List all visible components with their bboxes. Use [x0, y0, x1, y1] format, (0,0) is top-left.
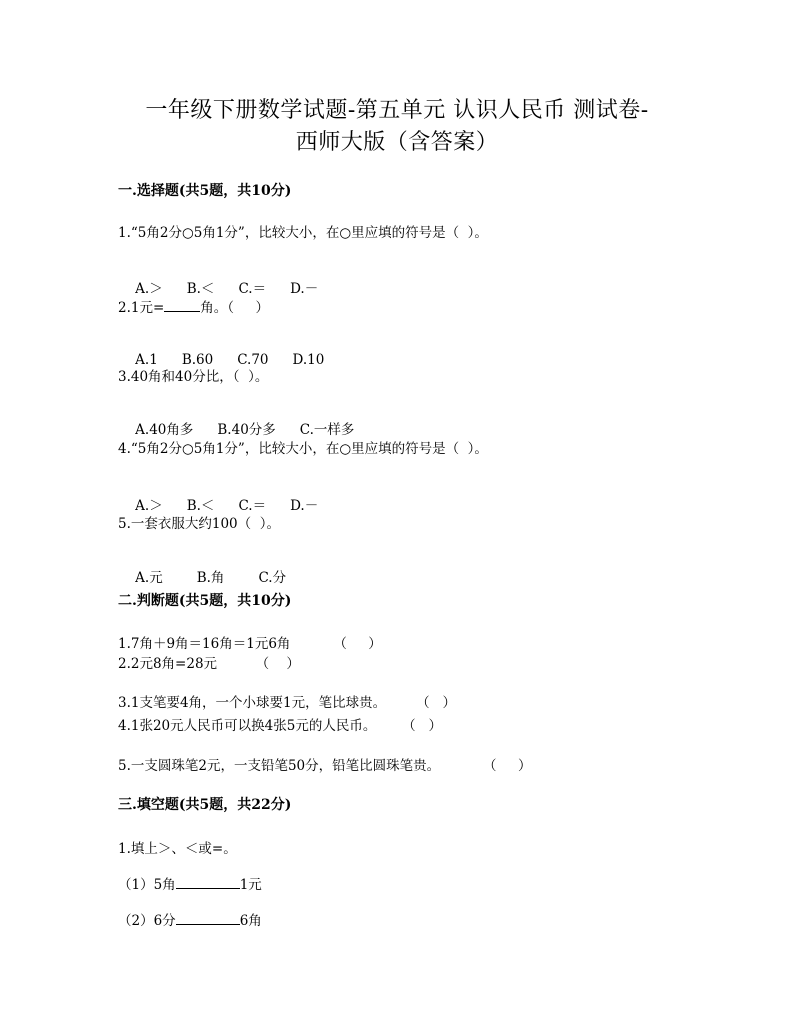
option-c[interactable]: C.70: [237, 352, 269, 368]
question-2-stem-before: 2.1元=: [118, 300, 165, 316]
section2-heading: 二.判断题(共5题，共10分): [118, 593, 292, 609]
option-b[interactable]: B.40分多: [217, 422, 276, 438]
option-c[interactable]: C.一样多: [299, 422, 355, 438]
option-c[interactable]: C.分: [258, 570, 287, 586]
answer-blank[interactable]: [176, 911, 240, 925]
answer-blank[interactable]: [176, 875, 240, 889]
question-4-stem: 4.“5角2分○5角1分”，比较大小，在○里应填的符号是（ ）。: [118, 441, 488, 457]
judgement-item-5: 5.一支圆珠笔2元，一支铅笔50分，铅笔比圆珠笔贵。 （ ）: [118, 758, 532, 774]
fill-subquestion-2: [118, 911, 262, 930]
option-a[interactable]: A.1: [135, 352, 158, 368]
option-b[interactable]: B.角: [196, 570, 225, 586]
subquestion-label: （2）6分: [118, 913, 176, 929]
option-d[interactable]: D.－: [290, 281, 319, 297]
subquestion-right: 6角: [239, 913, 262, 929]
section1-heading: 一.选择题(共5题，共10分): [118, 183, 292, 199]
subquestion-label: （1）5角: [118, 877, 176, 893]
document-title-line1: 一年级下册数学试题-第五单元 认识人民币 测试卷-: [145, 98, 649, 123]
option-b[interactable]: B.60: [181, 352, 214, 368]
option-b[interactable]: B.＜: [186, 281, 215, 297]
option-a[interactable]: A.＞: [135, 498, 163, 514]
document-title-line2: 西师大版（含答案）: [295, 130, 499, 155]
section3-heading: 三.填空题(共5题，共22分): [118, 797, 292, 813]
question-3-stem: 3.40角和40分比，（ ）。: [118, 369, 269, 385]
judgement-item-3: 3.1支笔要4角，一个小球要1元，笔比球贵。 （ ）: [118, 695, 457, 711]
judgement-item-1: 1.7角＋9角＝16角＝1元6角 （ ）: [118, 636, 382, 652]
subquestion-right: 1元: [239, 877, 262, 893]
option-a[interactable]: A.元: [135, 570, 163, 586]
fill-subquestion-1: [118, 875, 262, 894]
answer-blank[interactable]: [164, 298, 200, 312]
question-2-stem-after: 角。（ ）: [200, 300, 269, 316]
option-c[interactable]: C.＝: [238, 498, 267, 514]
option-c[interactable]: C.＝: [238, 281, 267, 297]
option-a[interactable]: A.40角多: [135, 422, 194, 438]
question-5-stem: 5.一套衣服大约100（ ）。: [118, 516, 280, 532]
option-b[interactable]: B.＜: [186, 498, 215, 514]
fill-question-1-stem: 1.填上＞、＜或=。: [118, 841, 237, 857]
option-d[interactable]: D.－: [290, 498, 319, 514]
judgement-item-2: 2.2元8角=28元 （ ）: [118, 656, 300, 672]
option-d[interactable]: D.10: [292, 352, 325, 368]
question-1-stem: 1.“5角2分○5角1分”，比较大小，在○里应填的符号是（ ）。: [118, 225, 488, 241]
option-a[interactable]: A.＞: [135, 281, 163, 297]
judgement-item-4: 4.1张20元人民币可以换4张5元的人民币。 （ ）: [118, 718, 442, 734]
question-2-stem: [118, 298, 269, 317]
